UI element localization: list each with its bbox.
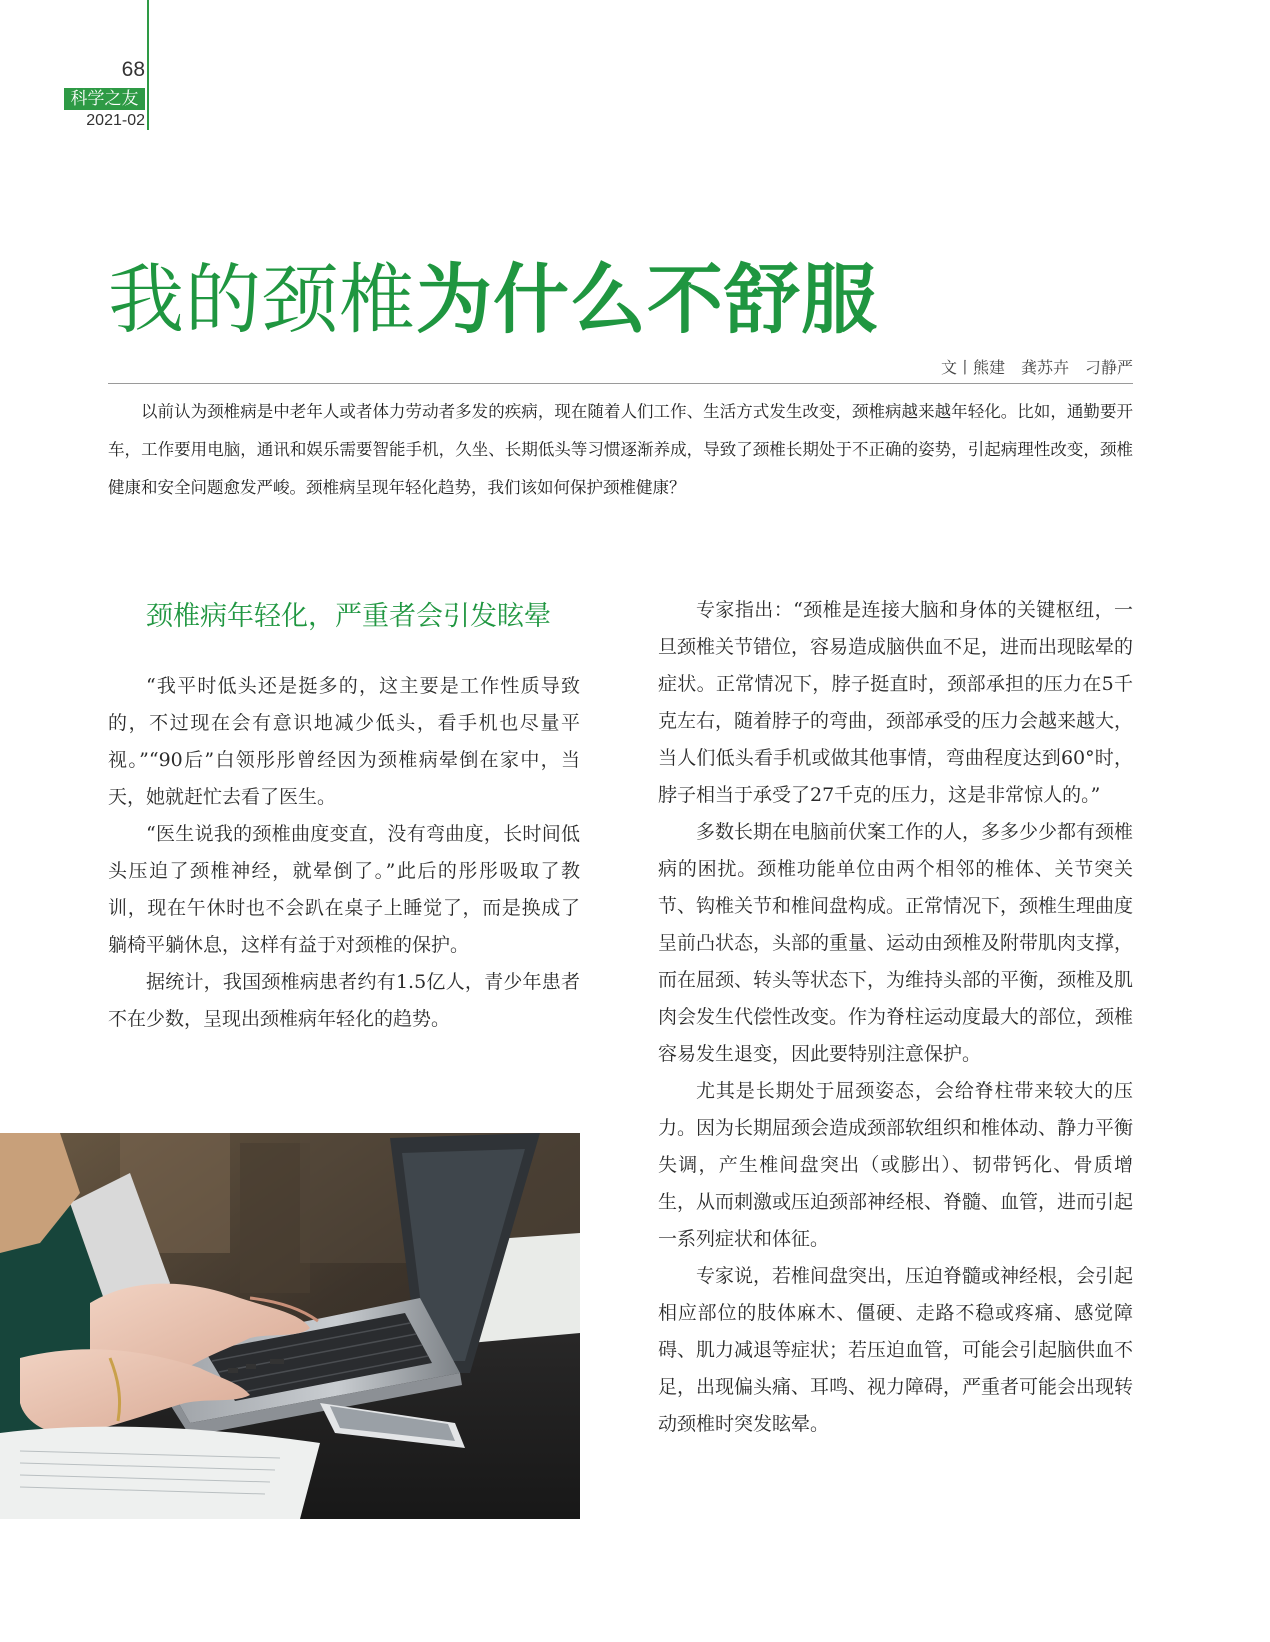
article-title — [108, 255, 878, 345]
laptop-typing-photo — [0, 1133, 580, 1519]
body-paragraph: 专家指出：“颈椎是连接大脑和身体的关键枢纽，一旦颈椎关节错位，容易造成脑供血不足，进而出现眩晕的症状。正常情况下，脖子挺直时，颈部承担的压力在5千克左右，随着脖子的弯曲，颈部承受的压力会越来越大，当人们低头看手机或做其他事情，弯曲程度达到60°时，脖子相当于承受了27千克的压力，这是非常惊人的。” — [658, 599, 1134, 806]
page-number: 68 — [121, 58, 145, 81]
body-paragraph: “我平时低头还是挺多的，这主要是工作性质导致的，不过现在会有意识地减少低头，看手机也尽量平视。”“90后”白领彤彤曾经因为颈椎病晕倒在家中，当天，她就赶忙去看了医生。 — [108, 675, 580, 808]
left-column — [108, 668, 580, 1038]
body-paragraph: “医生说我的颈椎曲度变直，没有弯曲度，长时间低头压迫了颈椎神经，就晕倒了。”此后的彤彤吸取了教训，现在午休时也不会趴在桌子上睡觉了，而是换成了躺椅平躺休息，这样有益于对颈椎的保护。 — [108, 823, 580, 956]
body-paragraph: 据统计，我国颈椎病患者约有1.5亿人，青少年患者不在少数，呈现出颈椎病年轻化的趋势。 — [108, 971, 580, 1030]
laptop-illustration — [0, 1133, 580, 1519]
issue-date: 2021-02 — [86, 112, 145, 129]
right-column — [658, 592, 1133, 1443]
byline: 文丨熊建 龚苏卉 刁静严 — [940, 358, 1133, 377]
title-bold: 为什么不舒服 — [416, 255, 878, 344]
masthead-rule — [147, 0, 149, 130]
section-heading: 颈椎病年轻化，严重者会引发眩晕 — [146, 601, 551, 632]
lead-paragraph: 以前认为颈椎病是中老年人或者体力劳动者多发的疾病，现在随着人们工作、生活方式发生改变，颈椎病越来越年轻化。比如，通勤要开车，工作要用电脑，通讯和娱乐需要智能手机，久坐、长期低头等习惯逐渐养成，导致了颈椎长期处于不正确的姿势，引起病理性改变，颈椎健康和安全问题愈发严峻。颈椎病呈现年轻化趋势，我们该如何保护颈椎健康？ — [108, 402, 1133, 497]
body-paragraph: 专家说，若椎间盘突出，压迫脊髓或神经根，会引起相应部位的肢体麻木、僵硬、走路不稳或疼痛、感觉障碍、肌力减退等症状；若压迫血管，可能会引起脑供血不足，出现偏头痛、耳鸣、视力障碍，严重者可能会出现转动颈椎时突发眩晕。 — [658, 1265, 1134, 1435]
magazine-name: 科学之友 — [64, 88, 145, 110]
body-paragraph: 尤其是长期处于屈颈姿态，会给脊柱带来较大的压力。因为长期屈颈会造成颈部软组织和椎体动、静力平衡失调，产生椎间盘突出（或膨出）、韧带钙化、骨质增生，从而刺激或压迫颈部神经根、脊髓、血管，进而引起一系列症状和体征。 — [658, 1080, 1134, 1250]
title-light: 我的颈椎 — [108, 255, 416, 344]
title-divider — [108, 383, 1133, 384]
body-paragraph: 多数长期在电脑前伏案工作的人，多多少少都有颈椎病的困扰。颈椎功能单位由两个相邻的椎体、关节突关节、钩椎关节和椎间盘构成。正常情况下，颈椎生理曲度呈前凸状态，头部的重量、运动由颈椎及附带肌肉支撑，而在屈颈、转头等状态下，为维持头部的平衡，颈椎及肌肉会发生代偿性改变。作为脊柱运动度最大的部位，颈椎容易发生退变，因此要特别注意保护。 — [658, 821, 1134, 1065]
